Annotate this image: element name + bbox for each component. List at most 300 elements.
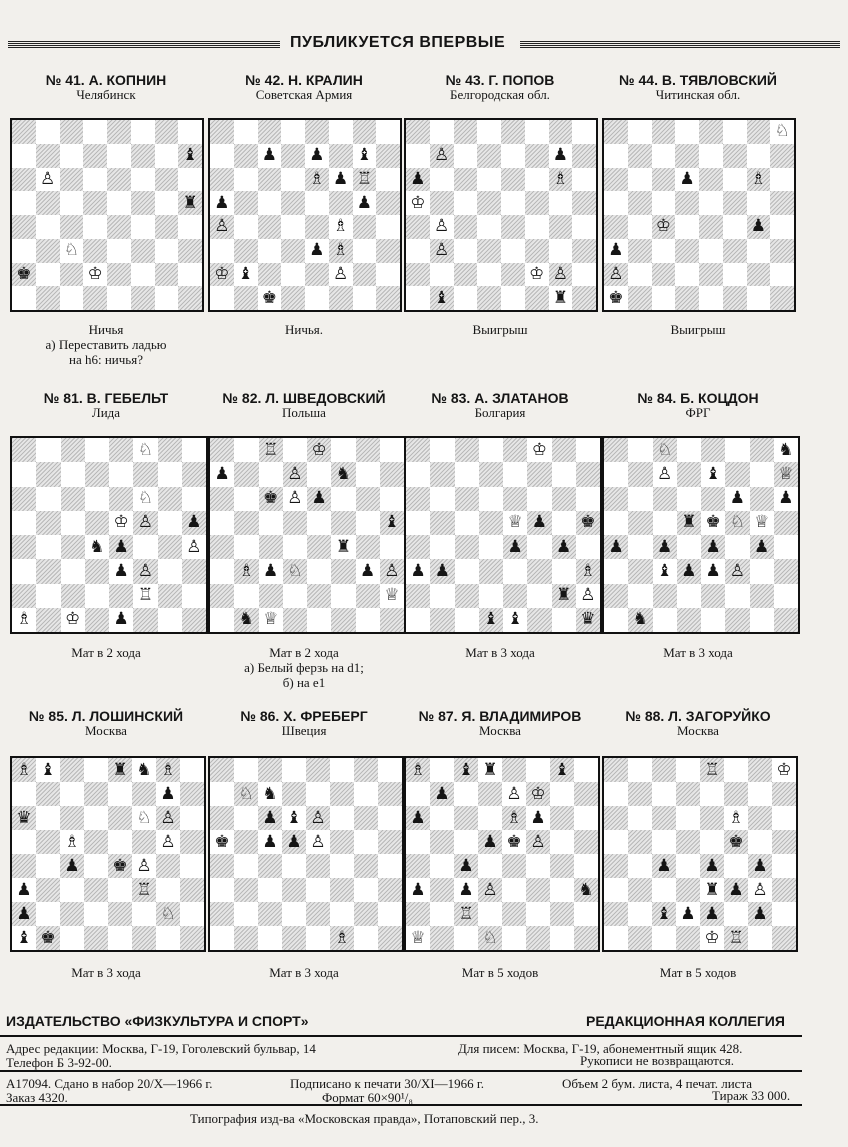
black-queen-icon: ♛ [16, 807, 32, 828]
square-a7 [406, 782, 430, 806]
square-d1 [676, 926, 700, 950]
problem-heading [206, 390, 402, 420]
square-a2 [604, 263, 628, 287]
square-h1 [378, 926, 402, 950]
square-f5 [527, 511, 551, 535]
square-g1 [155, 286, 179, 310]
square-d6 [85, 487, 109, 511]
white-bishop-icon: ♗ [64, 831, 80, 852]
square-c5 [653, 511, 677, 535]
square-c7 [653, 462, 677, 486]
white-pawn-icon: ♙ [40, 168, 56, 189]
square-h2 [576, 584, 600, 608]
square-d5 [677, 511, 701, 535]
square-a2 [210, 584, 234, 608]
square-b1 [628, 608, 652, 632]
black-pawn-icon: ♟ [286, 831, 302, 852]
square-d8 [83, 120, 107, 144]
square-f8 [723, 120, 747, 144]
white-pawn-icon: ♙ [434, 216, 450, 237]
white-pawn-icon: ♙ [434, 240, 450, 261]
square-a5 [210, 511, 234, 535]
square-c8 [653, 438, 677, 462]
square-a4 [406, 535, 430, 559]
square-h6 [574, 806, 598, 830]
square-d7 [479, 462, 503, 486]
square-c2 [652, 902, 676, 926]
square-b7 [36, 144, 60, 168]
square-f1 [526, 926, 550, 950]
square-h1 [182, 608, 206, 632]
square-b1 [36, 608, 60, 632]
square-f1 [723, 286, 747, 310]
square-c2 [61, 584, 85, 608]
black-pawn-icon: ♟ [261, 145, 277, 166]
square-e6 [699, 168, 723, 192]
white-king-icon: ♔ [410, 192, 426, 213]
black-bishop-icon: ♝ [705, 463, 721, 484]
square-a4 [12, 854, 36, 878]
square-c4 [259, 535, 283, 559]
square-c6 [61, 487, 85, 511]
square-f5 [330, 830, 354, 854]
square-d1 [281, 286, 305, 310]
square-b8 [36, 120, 60, 144]
square-f6 [132, 806, 156, 830]
square-d4 [83, 215, 107, 239]
square-c6 [652, 806, 676, 830]
square-d2 [675, 263, 699, 287]
square-d1 [478, 926, 502, 950]
divider [0, 1104, 802, 1106]
square-d3 [281, 239, 305, 263]
square-b3 [430, 559, 454, 583]
square-d2 [84, 902, 108, 926]
square-h1 [380, 608, 404, 632]
square-e6 [109, 487, 133, 511]
square-g5 [549, 191, 573, 215]
square-a8 [406, 120, 430, 144]
problem-title: № 83. А. ЗЛАТАНОВ [431, 390, 569, 406]
square-e1 [307, 608, 331, 632]
square-g7 [552, 462, 576, 486]
square-g2 [356, 584, 380, 608]
chess-diagram [10, 436, 208, 634]
square-d5 [281, 191, 305, 215]
square-g8 [354, 758, 378, 782]
square-h7 [576, 462, 600, 486]
square-e7 [502, 782, 526, 806]
black-king-icon: ♚ [608, 287, 624, 308]
square-f1 [329, 286, 353, 310]
square-h3 [182, 559, 206, 583]
square-a5 [12, 830, 36, 854]
white-bishop-icon: ♗ [580, 560, 596, 581]
square-c5 [652, 191, 676, 215]
problem-origin: Швеция [281, 723, 327, 738]
black-pawn-icon: ♟ [752, 855, 768, 876]
square-g8 [552, 438, 576, 462]
white-pawn-icon: ♙ [160, 831, 176, 852]
square-d6 [676, 806, 700, 830]
black-pawn-icon: ♟ [458, 879, 474, 900]
square-c8 [454, 120, 478, 144]
square-c6 [258, 806, 282, 830]
problem-origin: Москва [479, 723, 521, 738]
square-d6 [283, 487, 307, 511]
black-bishop-icon: ♝ [554, 759, 570, 780]
square-e4 [305, 215, 329, 239]
square-a6 [406, 806, 430, 830]
black-pawn-icon: ♟ [482, 831, 498, 852]
white-pawn-icon: ♙ [608, 263, 624, 284]
square-b4 [234, 215, 258, 239]
square-g1 [748, 926, 772, 950]
black-knight-icon: ♞ [335, 463, 351, 484]
square-h6 [576, 487, 600, 511]
square-h5 [770, 191, 794, 215]
problem-origin: Читинская обл. [655, 87, 741, 102]
square-e2 [699, 263, 723, 287]
square-d5 [283, 511, 307, 535]
black-pawn-icon: ♟ [458, 855, 474, 876]
white-queen-icon: ♕ [754, 512, 770, 533]
square-c5 [259, 511, 283, 535]
black-pawn-icon: ♟ [262, 807, 278, 828]
square-e2 [701, 584, 725, 608]
black-king-icon: ♚ [261, 287, 277, 308]
problem-heading [206, 708, 402, 738]
square-g1 [354, 926, 378, 950]
square-b7 [430, 782, 454, 806]
square-h2 [772, 902, 796, 926]
square-d7 [282, 782, 306, 806]
stipulation-line: Мат в 3 хода [269, 965, 339, 980]
square-h7 [182, 462, 206, 486]
square-a8 [12, 758, 36, 782]
white-bishop-icon: ♗ [309, 168, 325, 189]
square-e7 [109, 462, 133, 486]
problem-title: № 85. Л. ЛОШИНСКИЙ [28, 708, 184, 724]
square-e1 [306, 926, 330, 950]
square-f2 [525, 263, 549, 287]
square-c2 [60, 902, 84, 926]
square-e4 [503, 535, 527, 559]
stipulation-line: Выигрыш [670, 322, 726, 337]
square-e8 [107, 120, 131, 144]
square-e5 [109, 511, 133, 535]
square-a2 [604, 584, 628, 608]
square-e1 [503, 608, 527, 632]
square-b6 [234, 806, 258, 830]
header-rule-left [8, 41, 280, 48]
square-d6 [677, 487, 701, 511]
black-pawn-icon: ♟ [309, 240, 325, 261]
square-e5 [700, 830, 724, 854]
square-c3 [60, 878, 84, 902]
square-g6 [750, 487, 774, 511]
black-pawn-icon: ♟ [356, 192, 372, 213]
square-b3 [36, 878, 60, 902]
square-g3 [356, 559, 380, 583]
square-d2 [478, 902, 502, 926]
square-h3 [774, 559, 798, 583]
square-f5 [133, 511, 157, 535]
square-b5 [234, 191, 258, 215]
square-h6 [378, 806, 402, 830]
square-h8 [376, 120, 400, 144]
square-c2 [454, 902, 478, 926]
square-a3 [210, 559, 234, 583]
white-pawn-icon: ♙ [552, 263, 568, 284]
square-h3 [576, 559, 600, 583]
square-g7 [356, 462, 380, 486]
square-b3 [234, 559, 258, 583]
square-b2 [36, 263, 60, 287]
black-rook-icon: ♜ [552, 287, 568, 308]
square-f8 [329, 120, 353, 144]
black-bishop-icon: ♝ [507, 609, 523, 630]
square-d6 [84, 806, 108, 830]
square-a1 [12, 608, 36, 632]
square-f1 [131, 286, 155, 310]
square-d7 [283, 462, 307, 486]
square-b7 [36, 462, 60, 486]
square-e5 [107, 191, 131, 215]
square-c5 [258, 830, 282, 854]
square-c4 [455, 535, 479, 559]
square-b2 [234, 902, 258, 926]
square-f5 [131, 191, 155, 215]
square-h2 [572, 263, 596, 287]
square-a2 [406, 263, 430, 287]
square-e2 [107, 263, 131, 287]
square-a5 [604, 191, 628, 215]
square-f5 [525, 191, 549, 215]
square-d7 [281, 144, 305, 168]
square-c4 [454, 854, 478, 878]
square-c5 [60, 830, 84, 854]
square-e5 [501, 191, 525, 215]
black-bishop-icon: ♝ [384, 512, 400, 533]
square-a6 [604, 168, 628, 192]
square-c6 [259, 487, 283, 511]
square-g3 [552, 559, 576, 583]
white-knight-icon: ♘ [774, 121, 790, 142]
square-c2 [258, 902, 282, 926]
square-c5 [258, 191, 282, 215]
square-d4 [677, 535, 701, 559]
white-pawn-icon: ♙ [136, 855, 152, 876]
square-h6 [180, 806, 204, 830]
square-a1 [604, 608, 628, 632]
square-d4 [478, 854, 502, 878]
square-c6 [60, 168, 84, 192]
white-pawn-icon: ♙ [434, 145, 450, 166]
square-e8 [306, 758, 330, 782]
square-e7 [501, 144, 525, 168]
black-bishop-icon: ♝ [356, 145, 372, 166]
square-h5 [180, 830, 204, 854]
square-g4 [747, 215, 771, 239]
square-f8 [724, 758, 748, 782]
problem-origin: Челябинск [76, 87, 136, 102]
problem-origin: Москва [85, 723, 127, 738]
square-d3 [676, 878, 700, 902]
white-king-icon: ♔ [529, 263, 545, 284]
square-h4 [380, 535, 404, 559]
problem-stipulation [402, 645, 598, 660]
square-c5 [455, 511, 479, 535]
square-g7 [155, 144, 179, 168]
square-c7 [60, 782, 84, 806]
square-b4 [36, 535, 60, 559]
square-e1 [699, 286, 723, 310]
square-d4 [477, 215, 501, 239]
square-g6 [353, 168, 377, 192]
square-g6 [748, 806, 772, 830]
square-e3 [501, 239, 525, 263]
square-f6 [724, 806, 748, 830]
square-c7 [258, 782, 282, 806]
square-f1 [527, 608, 551, 632]
square-a7 [12, 144, 36, 168]
square-f4 [723, 215, 747, 239]
square-a6 [210, 487, 234, 511]
square-c7 [60, 144, 84, 168]
square-b2 [628, 584, 652, 608]
square-d1 [479, 608, 503, 632]
square-g6 [550, 806, 574, 830]
square-g4 [353, 215, 377, 239]
square-g3 [747, 239, 771, 263]
square-a6 [406, 168, 430, 192]
square-a1 [12, 286, 36, 310]
square-h4 [770, 215, 794, 239]
white-knight-icon: ♘ [136, 807, 152, 828]
square-f4 [725, 535, 749, 559]
square-e4 [501, 215, 525, 239]
black-pawn-icon: ♟ [705, 536, 721, 557]
black-pawn-icon: ♟ [262, 831, 278, 852]
square-f7 [526, 782, 550, 806]
black-king-icon: ♚ [214, 831, 230, 852]
square-a1 [210, 286, 234, 310]
square-g2 [750, 584, 774, 608]
square-f8 [331, 438, 355, 462]
square-b2 [628, 263, 652, 287]
square-c2 [258, 263, 282, 287]
square-c1 [61, 608, 85, 632]
black-bishop-icon: ♝ [40, 759, 56, 780]
stipulation-line: б) на e1 [282, 675, 326, 690]
square-c7 [61, 462, 85, 486]
square-h1 [572, 286, 596, 310]
white-pawn-icon: ♙ [287, 488, 303, 509]
square-h5 [772, 830, 796, 854]
square-g8 [750, 438, 774, 462]
square-b4 [628, 854, 652, 878]
square-d7 [675, 144, 699, 168]
square-f5 [132, 830, 156, 854]
square-a1 [406, 926, 430, 950]
square-e8 [503, 438, 527, 462]
white-bishop-icon: ♗ [410, 759, 426, 780]
square-d3 [282, 878, 306, 902]
black-bishop-icon: ♝ [182, 145, 198, 166]
square-e5 [503, 511, 527, 535]
black-pawn-icon: ♟ [778, 488, 794, 509]
square-g8 [549, 120, 573, 144]
square-e6 [306, 806, 330, 830]
square-b3 [628, 878, 652, 902]
square-a7 [210, 462, 234, 486]
square-c4 [60, 854, 84, 878]
square-f3 [133, 559, 157, 583]
square-d8 [281, 120, 305, 144]
white-king-icon: ♔ [214, 263, 230, 284]
square-e2 [108, 902, 132, 926]
square-d2 [479, 584, 503, 608]
square-g4 [748, 854, 772, 878]
square-g1 [549, 286, 573, 310]
square-f6 [329, 168, 353, 192]
problem-title: № 42. Н. КРАЛИН [245, 72, 363, 88]
white-pawn-icon: ♙ [214, 216, 230, 237]
chess-diagram [404, 756, 600, 952]
square-h6 [772, 806, 796, 830]
black-pawn-icon: ♟ [704, 855, 720, 876]
square-g8 [156, 758, 180, 782]
square-c3 [259, 559, 283, 583]
square-b7 [36, 782, 60, 806]
black-knight-icon: ♞ [578, 879, 594, 900]
square-d7 [676, 782, 700, 806]
square-g8 [158, 438, 182, 462]
square-g2 [549, 263, 573, 287]
square-d8 [282, 758, 306, 782]
square-h4 [574, 854, 598, 878]
square-g8 [748, 758, 772, 782]
chess-diagram [602, 436, 800, 634]
square-g3 [549, 239, 573, 263]
white-pawn-icon: ♙ [506, 783, 522, 804]
square-d4 [281, 215, 305, 239]
square-g3 [156, 878, 180, 902]
section-header [8, 36, 840, 54]
square-f1 [525, 286, 549, 310]
square-f6 [330, 806, 354, 830]
square-g5 [155, 191, 179, 215]
square-f8 [725, 438, 749, 462]
square-f4 [527, 535, 551, 559]
stipulation-line: Мат в 2 хода [71, 645, 141, 660]
square-a3 [604, 878, 628, 902]
square-a7 [12, 782, 36, 806]
black-pawn-icon: ♟ [410, 879, 426, 900]
square-b8 [36, 758, 60, 782]
problem-title: № 44. В. ТЯВЛОВСКИЙ [619, 72, 777, 88]
square-d3 [84, 878, 108, 902]
square-d6 [83, 168, 107, 192]
square-d4 [84, 854, 108, 878]
black-bishop-icon: ♝ [657, 560, 673, 581]
square-e7 [305, 144, 329, 168]
black-pawn-icon: ♟ [729, 488, 745, 509]
chess-diagram [602, 756, 798, 952]
square-a7 [210, 782, 234, 806]
square-a3 [406, 239, 430, 263]
